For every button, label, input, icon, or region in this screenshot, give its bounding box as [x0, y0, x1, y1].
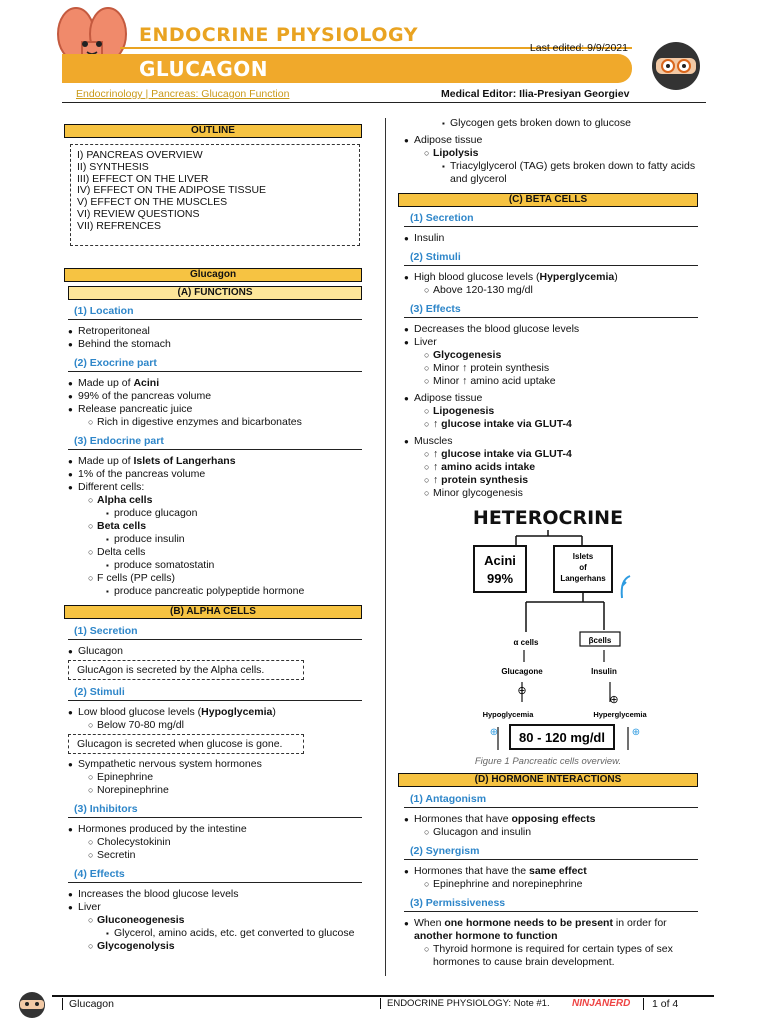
outline-box — [70, 144, 360, 246]
alpha-cells-label: α cells — [513, 638, 539, 647]
plus-icon: ⊕ — [631, 727, 641, 738]
list-item: ○ Alpha cells — [62, 494, 362, 507]
list-item: ○ Epinephrine — [62, 771, 362, 784]
footer-rule — [52, 995, 714, 997]
list-item: ● Behind the stomach — [62, 338, 362, 351]
beta-cells-label: βcells — [588, 636, 612, 645]
list-item: ▪ produce somatostatin — [62, 559, 362, 572]
outline-item[interactable]: IV) EFFECT ON THE ADIPOSE TISSUE — [77, 184, 267, 197]
list-item: ● Different cells: — [62, 481, 362, 494]
list-item: ○ ↑ glucose intake via GLUT-4 — [398, 418, 698, 431]
list-item: ○ Rich in digestive enzymes and bicarbonates — [62, 416, 362, 429]
list-item: ● 1% of the pancreas volume — [62, 468, 362, 481]
ninja-avatar-icon — [650, 40, 702, 92]
list-item: ○ Cholecystokinin — [62, 836, 362, 849]
list-item: ○ Delta cells — [62, 546, 362, 559]
page-number: 1 of 4 — [643, 998, 678, 1010]
hypoglycemia-label: Hypoglycemia — [482, 710, 534, 719]
list-item: ○ Thyroid hormone is required for certain types of sex hormones to cause brain development. — [398, 943, 698, 969]
mnemonic-note: GlucAgon is secreted by the Alpha cells. — [68, 660, 304, 680]
page-subtitle: GLUCAGON — [139, 57, 268, 81]
list-item: ○ Above 120-130 mg/dl — [398, 284, 698, 297]
outline-item[interactable]: VI) REVIEW QUESTIONS — [77, 207, 200, 220]
heading-effects: (3) Effects — [404, 303, 698, 318]
islets-label: Langerhans — [560, 574, 606, 583]
ninja-nerd-logo — [572, 998, 630, 1009]
list-item: ○ Minor glycogenesis — [398, 487, 698, 500]
outline-item[interactable]: V) EFFECT ON THE MUSCLES — [77, 196, 228, 209]
outline-header: OUTLINE — [64, 124, 362, 138]
list-item: ● Low blood glucose levels (Hypoglycemia) — [62, 706, 362, 719]
column-divider — [385, 118, 386, 976]
list-item: ○ Secretin — [62, 849, 362, 862]
list-item: ○ ↑ protein synthesis — [398, 474, 698, 487]
subsection-hormone-interactions: (D) HORMONE INTERACTIONS — [398, 773, 698, 787]
outline-item[interactable]: II) SYNTHESIS — [77, 160, 149, 173]
insulin-label: Insulin — [591, 667, 617, 676]
heading-secretion: (1) Secretion — [404, 212, 698, 227]
list-item: ▪ Glycerol, amino acids, etc. get converted to glucose — [62, 927, 362, 940]
list-item: ○ Gluconeogenesis — [62, 914, 362, 927]
figure-caption: Figure 1 Pancreatic cells overview. — [474, 756, 622, 767]
islets-label: of — [579, 563, 587, 572]
list-item: ○ ↑ amino acids intake — [398, 461, 698, 474]
list-item: ● Glucagon — [62, 645, 362, 658]
subsection-functions: (A) FUNCTIONS — [68, 286, 362, 300]
list-item: ▪ Triacylglycerol (TAG) gets broken down to fatty acids and glycerol — [398, 160, 698, 186]
outline-item[interactable]: I) PANCREAS OVERVIEW — [77, 149, 203, 161]
hyperglycemia-label: Hyperglycemia — [593, 710, 647, 719]
ninja-footer-icon — [14, 990, 50, 1020]
diagram-title: HETEROCRINE — [472, 507, 624, 529]
list-item: ● Increases the blood glucose levels — [62, 888, 362, 901]
heading-permissiveness: (3) Permissiveness — [404, 897, 698, 912]
outline-item[interactable]: III) EFFECT ON THE LIVER — [77, 172, 209, 185]
list-item: ▪ Glycogen gets broken down to glucose — [398, 117, 698, 130]
plus-icon: ⊕ — [609, 694, 619, 706]
list-item: ● Retroperitoneal — [62, 325, 362, 338]
glucose-range-label: 80 - 120 mg/dl — [519, 730, 605, 745]
heading-synergism: (2) Synergism — [404, 845, 698, 860]
heading-effects: (4) Effects — [68, 868, 362, 883]
heading-endocrine: (3) Endocrine part — [68, 435, 362, 450]
list-item: ● Liver — [398, 336, 698, 349]
footer-topic: Glucagon — [62, 998, 114, 1010]
list-item: ○ Lipogenesis — [398, 405, 698, 418]
list-item: ▪ produce glucagon — [62, 507, 362, 520]
list-item: ● When one hormone needs to be present in order for another hormone to function — [398, 917, 698, 943]
list-item: ○ Glycogenolysis — [62, 940, 362, 953]
left-column — [62, 110, 362, 953]
list-item: ● Sympathetic nervous system hormones — [62, 758, 362, 771]
header-divider — [62, 102, 706, 103]
right-column — [398, 117, 698, 969]
list-item: ● Hormones produced by the intestine — [62, 823, 362, 836]
heading-antagonism: (1) Antagonism — [404, 793, 698, 808]
list-item: ● Adipose tissue — [398, 134, 698, 147]
list-item: ○ Minor ↑ protein synthesis — [398, 362, 698, 375]
list-item: ○ ↑ glucose intake via GLUT-4 — [398, 448, 698, 461]
list-item: ● Muscles — [398, 435, 698, 448]
heading-secretion: (1) Secretion — [68, 625, 362, 640]
section-pancreas-overview: Glucagon — [64, 268, 362, 282]
heading-exocrine: (2) Exocrine part — [68, 357, 362, 372]
list-item: ○ Norepinephrine — [62, 784, 362, 797]
list-item: ● Liver — [62, 901, 362, 914]
plus-icon: ⊕ — [489, 727, 499, 738]
acini-percent: 99% — [486, 571, 514, 586]
list-item: ● Hormones that have the same effect — [398, 865, 698, 878]
medical-editor: Medical Editor: Ilia-Presiyan Georgiev — [441, 88, 630, 100]
outline-item[interactable]: VII) REFRENCES — [77, 219, 162, 232]
subsection-alpha-cells: (B) ALPHA CELLS — [64, 605, 362, 619]
list-item: ○ Lipolysis — [398, 147, 698, 160]
list-item: ○ Epinephrine and norepinephrine — [398, 878, 698, 891]
heading-location: (1) Location — [68, 305, 362, 320]
list-item: ● Adipose tissue — [398, 392, 698, 405]
list-item: ● Insulin — [398, 232, 698, 245]
page-title: ENDOCRINE PHYSIOLOGY — [139, 24, 418, 46]
list-item: ○ Glucagon and insulin — [398, 826, 698, 839]
breadcrumb-link[interactable]: Endocrinology | Pancreas: Glucagon Function — [76, 88, 290, 100]
heterocrine-diagram — [398, 502, 698, 754]
plus-icon: ⊕ — [517, 685, 527, 697]
list-item: ▪ produce insulin — [62, 533, 362, 546]
list-item: ○ Beta cells — [62, 520, 362, 533]
list-item: ○ Glycogenesis — [398, 349, 698, 362]
acini-label: Acini — [484, 553, 516, 568]
list-item: ● Release pancreatic juice — [62, 403, 362, 416]
list-item: ○ F cells (PP cells) — [62, 572, 362, 585]
list-item: ● 99% of the pancreas volume — [62, 390, 362, 403]
list-item: ● Hormones that have opposing effects — [398, 813, 698, 826]
list-item: ● Made up of Acini — [62, 377, 362, 390]
heading-stimuli: (2) Stimuli — [404, 251, 698, 266]
logo-text: NERD — [602, 998, 631, 1009]
logo-text: NINJA — [572, 998, 603, 1009]
list-item: ● Decreases the blood glucose levels — [398, 323, 698, 336]
heading-inhibitors: (3) Inhibitors — [68, 803, 362, 818]
heading-stimuli: (2) Stimuli — [68, 686, 362, 701]
list-item: ○ Minor ↑ amino acid uptake — [398, 375, 698, 388]
list-item: ○ Below 70-80 mg/dl — [62, 719, 362, 732]
list-item: ● High blood glucose levels (Hyperglycemia) — [398, 271, 698, 284]
glucagone-label: Glucagone — [501, 667, 543, 676]
list-item: ▪ produce pancreatic polypeptide hormone — [62, 585, 362, 598]
subsection-beta-cells: (C) BETA CELLS — [398, 193, 698, 207]
last-edited: Last edited: 9/9/2021 — [529, 42, 628, 54]
mnemonic-note: Glucagon is secreted when glucose is gone. — [68, 734, 304, 754]
footer-note: ENDOCRINE PHYSIOLOGY: Note #1. — [380, 998, 550, 1009]
list-item: ● Made up of Islets of Langerhans — [62, 455, 362, 468]
islets-label: Islets — [572, 552, 594, 561]
